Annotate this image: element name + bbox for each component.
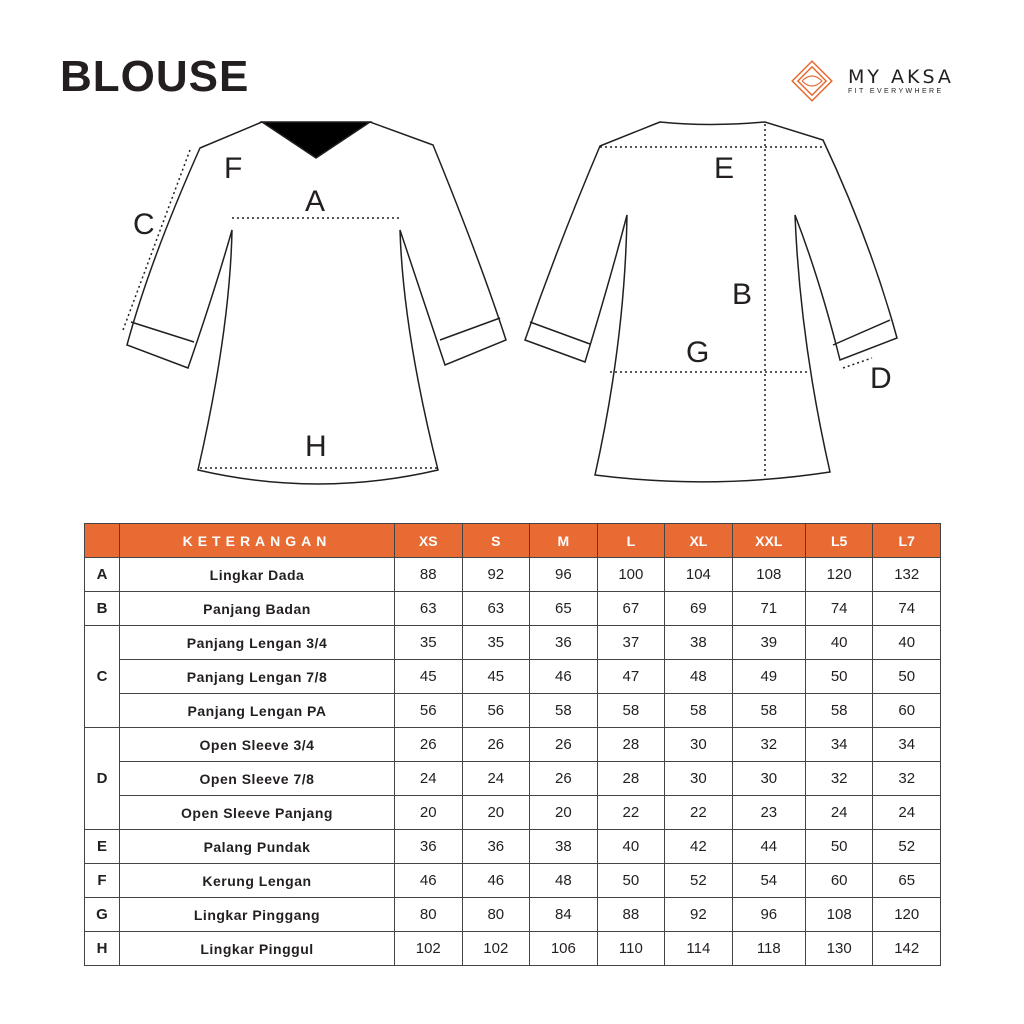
label-a: A (305, 185, 326, 218)
size-value: 36 (530, 626, 598, 660)
size-value: 80 (395, 898, 463, 932)
row-label: Lingkar Pinggang (120, 898, 395, 932)
size-value: 54 (732, 864, 805, 898)
size-value: 30 (665, 762, 733, 796)
row-code: B (85, 592, 120, 626)
size-value: 48 (665, 660, 733, 694)
size-value: 46 (395, 864, 463, 898)
size-value: 45 (462, 660, 530, 694)
size-value: 32 (732, 728, 805, 762)
size-value: 40 (805, 626, 873, 660)
row-label: Panjang Badan (120, 592, 395, 626)
label-h: H (305, 430, 327, 463)
size-value: 24 (462, 762, 530, 796)
table-row (85, 592, 941, 626)
size-value: 102 (395, 932, 463, 966)
row-label: Lingkar Dada (120, 558, 395, 592)
row-code: C (85, 626, 120, 728)
size-value: 26 (530, 762, 598, 796)
table-row (85, 626, 941, 660)
size-value: 36 (462, 830, 530, 864)
label-e: E (714, 152, 735, 185)
size-value: 30 (732, 762, 805, 796)
size-value: 52 (665, 864, 733, 898)
column-header: KETERANGAN (120, 524, 395, 558)
row-code: E (85, 830, 120, 864)
size-value: 58 (732, 694, 805, 728)
column-header (85, 524, 120, 558)
size-table (84, 523, 941, 966)
size-value: 40 (597, 830, 665, 864)
row-code: H (85, 932, 120, 966)
size-value: 36 (395, 830, 463, 864)
size-value: 24 (395, 762, 463, 796)
size-value: 58 (805, 694, 873, 728)
row-label: Panjang Lengan PA (120, 694, 395, 728)
size-value: 100 (597, 558, 665, 592)
size-value: 60 (805, 864, 873, 898)
size-value: 108 (805, 898, 873, 932)
size-value: 65 (530, 592, 598, 626)
size-value: 22 (665, 796, 733, 830)
row-label: Panjang Lengan 7/8 (120, 660, 395, 694)
row-label: Palang Pundak (120, 830, 395, 864)
label-c: C (133, 208, 155, 241)
size-value: 50 (873, 660, 941, 694)
garment-diagram (0, 0, 1024, 500)
size-value: 24 (873, 796, 941, 830)
size-value: 58 (597, 694, 665, 728)
row-code: F (85, 864, 120, 898)
size-value: 110 (597, 932, 665, 966)
table-row (85, 864, 941, 898)
size-value: 142 (873, 932, 941, 966)
size-value: 20 (530, 796, 598, 830)
column-header: S (462, 524, 530, 558)
size-value: 96 (732, 898, 805, 932)
size-value: 38 (530, 830, 598, 864)
table-row (85, 932, 941, 966)
label-b: B (732, 278, 753, 311)
brand-name: MY AKSA (848, 66, 954, 88)
size-value: 63 (462, 592, 530, 626)
size-value: 26 (395, 728, 463, 762)
size-value: 56 (395, 694, 463, 728)
size-value: 120 (873, 898, 941, 932)
size-value: 20 (395, 796, 463, 830)
column-header: L7 (873, 524, 941, 558)
row-label: Open Sleeve 7/8 (120, 762, 395, 796)
size-value: 22 (597, 796, 665, 830)
label-g: G (686, 336, 710, 369)
size-value: 50 (597, 864, 665, 898)
table-row (85, 796, 941, 830)
row-label: Kerung Lengan (120, 864, 395, 898)
column-header: M (530, 524, 598, 558)
page-title: BLOUSE (60, 52, 250, 101)
size-value: 47 (597, 660, 665, 694)
column-header: L5 (805, 524, 873, 558)
size-value: 26 (530, 728, 598, 762)
size-value: 84 (530, 898, 598, 932)
size-value: 65 (873, 864, 941, 898)
row-code: A (85, 558, 120, 592)
size-value: 92 (665, 898, 733, 932)
size-value: 40 (873, 626, 941, 660)
back-view (525, 122, 897, 482)
size-value: 52 (873, 830, 941, 864)
size-value: 28 (597, 728, 665, 762)
size-value: 104 (665, 558, 733, 592)
table-row (85, 830, 941, 864)
size-value: 71 (732, 592, 805, 626)
column-header: XXL (732, 524, 805, 558)
size-value: 49 (732, 660, 805, 694)
size-value: 56 (462, 694, 530, 728)
size-value: 120 (805, 558, 873, 592)
row-label: Open Sleeve Panjang (120, 796, 395, 830)
size-value: 32 (873, 762, 941, 796)
size-value: 118 (732, 932, 805, 966)
size-value: 50 (805, 830, 873, 864)
size-value: 46 (462, 864, 530, 898)
table-row (85, 694, 941, 728)
size-value: 20 (462, 796, 530, 830)
row-label: Panjang Lengan 3/4 (120, 626, 395, 660)
size-value: 32 (805, 762, 873, 796)
size-value: 96 (530, 558, 598, 592)
size-value: 24 (805, 796, 873, 830)
size-value: 108 (732, 558, 805, 592)
size-value: 58 (665, 694, 733, 728)
size-value: 130 (805, 932, 873, 966)
size-value: 44 (732, 830, 805, 864)
table-row (85, 558, 941, 592)
size-value: 39 (732, 626, 805, 660)
column-header: XL (665, 524, 733, 558)
size-value: 30 (665, 728, 733, 762)
size-value: 88 (597, 898, 665, 932)
table-row (85, 762, 941, 796)
size-value: 26 (462, 728, 530, 762)
size-value: 23 (732, 796, 805, 830)
row-code: D (85, 728, 120, 830)
size-value: 88 (395, 558, 463, 592)
brand-tagline: FIT EVERYWHERE (848, 88, 944, 95)
column-header: XS (395, 524, 463, 558)
row-code: G (85, 898, 120, 932)
table-row (85, 898, 941, 932)
size-value: 80 (462, 898, 530, 932)
size-value: 63 (395, 592, 463, 626)
size-value: 35 (462, 626, 530, 660)
size-value: 28 (597, 762, 665, 796)
size-value: 106 (530, 932, 598, 966)
size-value: 50 (805, 660, 873, 694)
size-value: 34 (805, 728, 873, 762)
size-value: 42 (665, 830, 733, 864)
size-value: 48 (530, 864, 598, 898)
label-f: F (224, 152, 243, 185)
size-value: 74 (873, 592, 941, 626)
size-value: 114 (665, 932, 733, 966)
size-value: 92 (462, 558, 530, 592)
size-value: 69 (665, 592, 733, 626)
size-value: 45 (395, 660, 463, 694)
size-value: 46 (530, 660, 598, 694)
table-row (85, 660, 941, 694)
size-value: 67 (597, 592, 665, 626)
size-value: 38 (665, 626, 733, 660)
column-header: L (597, 524, 665, 558)
size-value: 74 (805, 592, 873, 626)
row-label: Lingkar Pinggul (120, 932, 395, 966)
table-row (85, 728, 941, 762)
size-value: 102 (462, 932, 530, 966)
size-value: 132 (873, 558, 941, 592)
label-d: D (870, 362, 892, 395)
size-value: 60 (873, 694, 941, 728)
row-label: Open Sleeve 3/4 (120, 728, 395, 762)
size-value: 34 (873, 728, 941, 762)
size-value: 37 (597, 626, 665, 660)
size-value: 58 (530, 694, 598, 728)
size-value: 35 (395, 626, 463, 660)
